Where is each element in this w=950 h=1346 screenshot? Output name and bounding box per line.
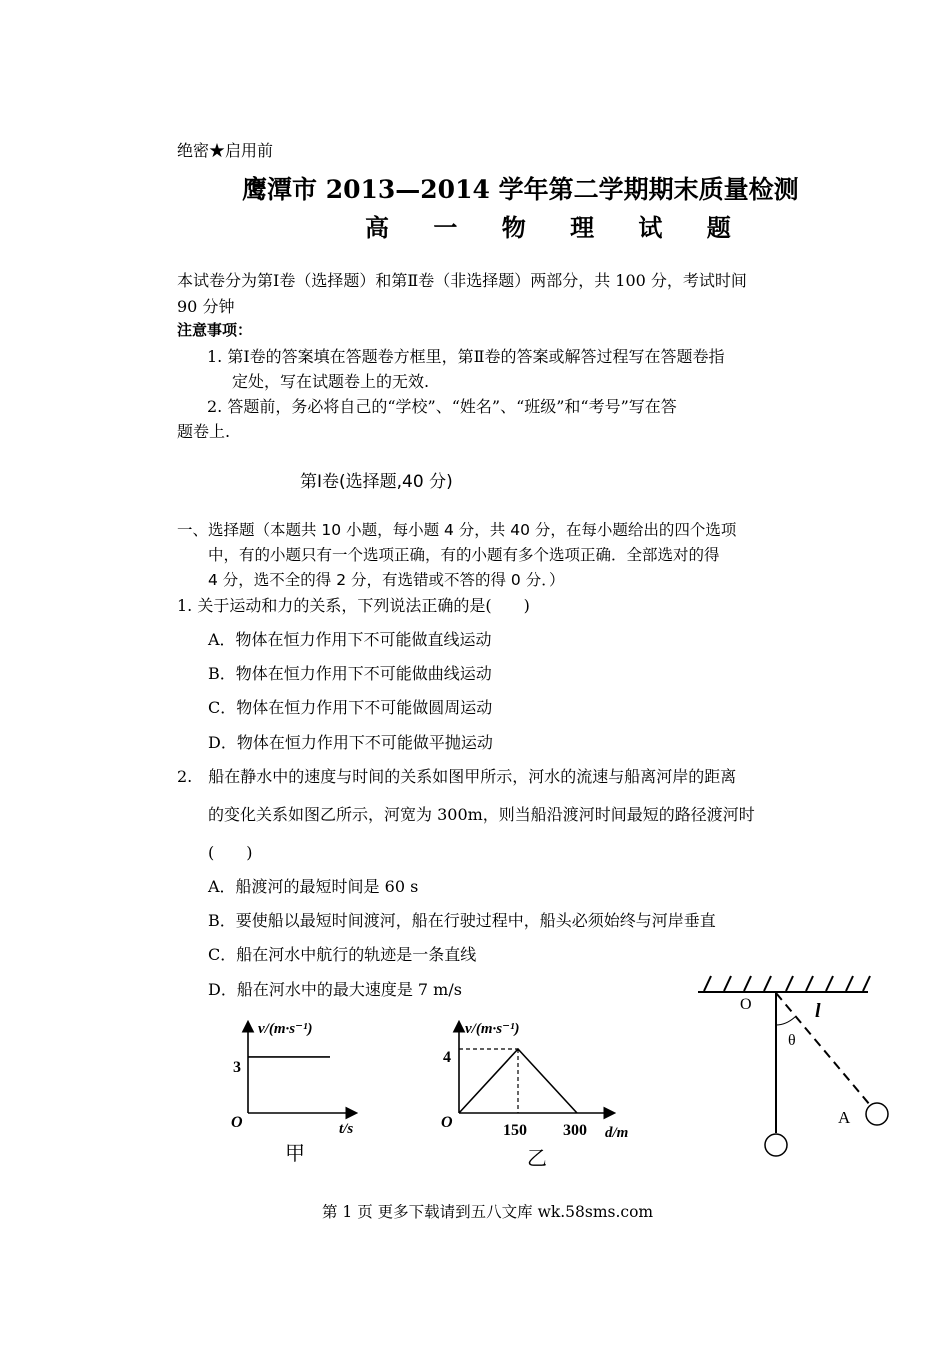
q2-option-b: B．要使船以最短时间渡河，船在行驶过程中，船头必须始终与河岸垂直 xyxy=(208,911,716,930)
figure-jia xyxy=(225,1015,375,1170)
length-label: l xyxy=(815,1000,821,1022)
q1-option-c: C．物体在恒力作用下不可能做圆周运动 xyxy=(208,698,493,717)
q1-option-b: B．物体在恒力作用下不可能做曲线运动 xyxy=(208,664,492,683)
section-heading: 第Ⅰ卷(选择题,40 分) xyxy=(300,472,453,492)
q2-option-a: A．船渡河的最短时间是 60 s xyxy=(208,877,419,896)
section-instruction: 4 分，选不全的得 2 分，有选错或不答的得 0 分．） xyxy=(208,571,565,589)
yi-caption: 乙 xyxy=(527,1148,547,1170)
yi-origin: O xyxy=(441,1114,453,1131)
point-a-label: A xyxy=(838,1108,851,1127)
exam-subtitle: 高 一 物 理 试 题 xyxy=(365,214,749,242)
jia-origin: O xyxy=(231,1114,243,1131)
question-2-stem: ( ) xyxy=(208,843,253,862)
intro-line: 本试卷分为第Ⅰ卷（选择题）和第Ⅱ卷（非选择题）两部分，共 100 分，考试时间 xyxy=(177,271,747,290)
jia-xlabel: t/s xyxy=(339,1121,354,1137)
angle-label: θ xyxy=(788,1032,796,1049)
yi-xlabel: d/m xyxy=(605,1125,629,1141)
yi-y-tick: 4 xyxy=(443,1049,451,1066)
figure-yi xyxy=(435,1015,650,1170)
intro-line: 90 分钟 xyxy=(177,297,235,316)
q1-option-d: D．物体在恒力作用下不可能做平抛运动 xyxy=(208,733,493,752)
q2-option-c: C．船在河水中航行的轨迹是一条直线 xyxy=(208,945,477,964)
pendulum-string-dashed xyxy=(776,993,870,1105)
question-2-stem: 2. 船在静水中的速度与时间的关系如图甲所示，河水的流速与船离河岸的距离 xyxy=(177,767,737,786)
pendulum-bob-bottom xyxy=(765,1134,787,1156)
q2-option-d: D．船在河水中的最大速度是 7 m/s xyxy=(208,980,462,999)
pivot-label: O xyxy=(740,996,752,1013)
angle-arc xyxy=(776,1017,795,1025)
yi-x-tick: 150 xyxy=(503,1122,527,1139)
notice-heading: 注意事项： xyxy=(177,321,253,339)
jia-y-tick: 3 xyxy=(233,1059,241,1076)
notice-item: 题卷上. xyxy=(177,422,231,441)
yi-x-tick: 300 xyxy=(563,1122,587,1139)
jia-ylabel: v/(m·s⁻¹) xyxy=(258,1021,313,1037)
secret-mark: 绝密★启用前 xyxy=(177,141,274,160)
ceiling-hatching xyxy=(704,976,870,991)
section-instruction: 中，有的小题只有一个选项正确，有的小题有多个选项正确．全部选对的得 xyxy=(208,546,720,564)
figure-pendulum xyxy=(690,965,900,1165)
notice-item: 1. 第Ⅰ卷的答案填在答题卷方框里，第Ⅱ卷的答案或解答过程写在答题卷指 xyxy=(207,347,725,366)
notice-item: 2. 答题前，务必将自己的“学校”、“姓名”、“班级”和“考号”写在答 xyxy=(207,397,677,416)
page-footer: 第 1 页 更多下载请到五八文库 wk.58sms.com xyxy=(322,1203,654,1221)
yi-ylabel: v/(m·s⁻¹) xyxy=(465,1021,520,1037)
question-1-stem: 1. 关于运动和力的关系，下列说法正确的是( ) xyxy=(177,596,530,615)
notice-item: 定处，写在试题卷上的无效. xyxy=(232,372,430,391)
section-instruction: 一、选择题（本题共 10 小题，每小题 4 分，共 40 分，在每小题给出的四个选项 xyxy=(177,521,737,539)
exam-title: 鹰潭市 2013—2014 学年第二学期期末质量检测 xyxy=(242,175,799,204)
jia-caption: 甲 xyxy=(285,1143,305,1165)
question-2-stem: 的变化关系如图乙所示，河宽为 300m，则当船沿渡河时间最短的路径渡河时 xyxy=(208,805,755,824)
q1-option-a: A．物体在恒力作用下不可能做直线运动 xyxy=(208,630,492,649)
pendulum-bob-a xyxy=(866,1103,888,1125)
